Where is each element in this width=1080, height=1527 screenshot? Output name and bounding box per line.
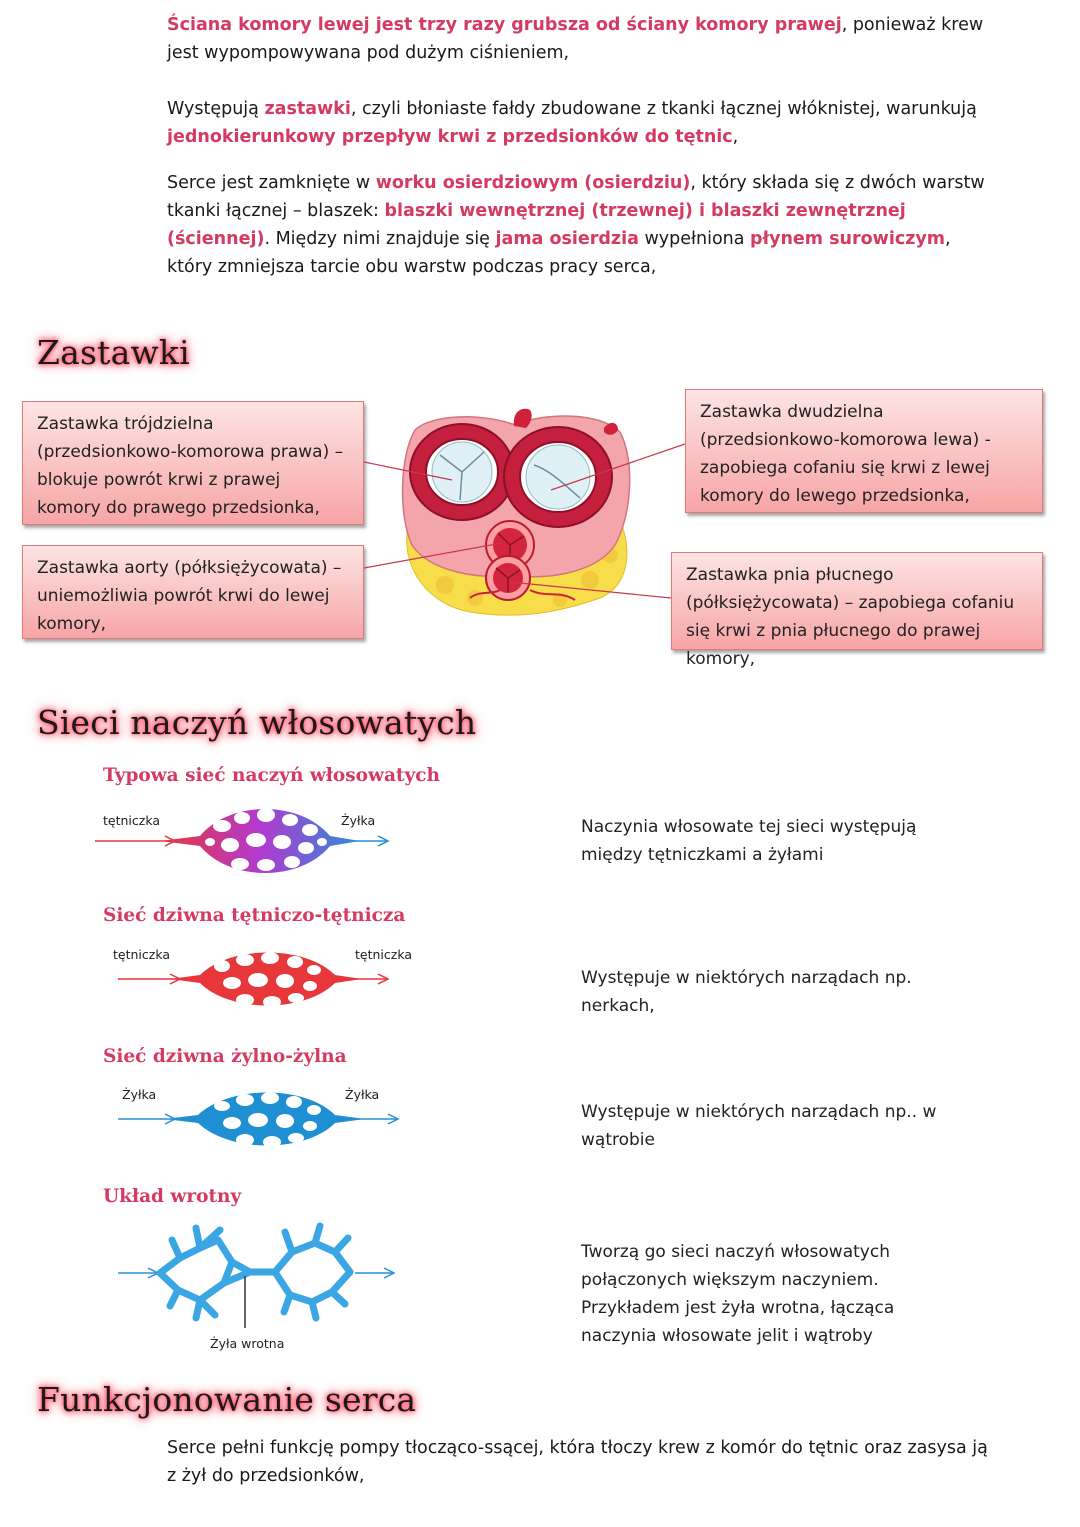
highlight-text: Ściana komory lewej jest trzy razy grubsza od ściany komory prawej bbox=[167, 15, 842, 35]
label-venule-right: Żyłka bbox=[345, 1087, 380, 1102]
highlight-text: blaszki wewnętrznej (trzewnej) i blaszki zewnętrznej (ściennej) bbox=[167, 201, 906, 249]
label-arteriole: tętniczka bbox=[103, 813, 161, 828]
callout-aortic-valve: Zastawka aorty (półksiężycowata) – uniemożliwia powrót krwi do lewej komory, bbox=[22, 545, 364, 639]
description-typical-network: Naczynia włosowate tej sieci występują między tętniczkami a żyłami bbox=[581, 817, 917, 865]
section-heading-capillaries: Sieci naczyń włosowatych bbox=[37, 703, 477, 742]
subheading-venous-network: Sieć dziwna żylno-żylna bbox=[103, 1046, 347, 1067]
paragraph-text: , który składa się z dwóch warstw tkanki łącznej – blaszek: bbox=[167, 173, 985, 221]
description-venous-network: Występuje w niektórych narządach np.. w wątrobie bbox=[581, 1102, 937, 1150]
paragraph-text: , bbox=[732, 127, 739, 147]
highlight-text: worku osierdziowym (osierdziu) bbox=[375, 173, 691, 193]
description-portal-system: Tworzą go sieci naczyń włosowatych połączonych większym naczyniem. Przykładem jest żyła wrotna, łącząca naczynia włosowate jelit i wątroby bbox=[581, 1242, 895, 1346]
highlight-text: płynem surowiczym bbox=[750, 229, 946, 249]
section-heading-heart-function: Funkcjonowanie serca bbox=[37, 1380, 417, 1419]
label-arteriole-left: tętniczka bbox=[113, 947, 171, 962]
paragraph-text: , ponieważ krew jest wypompowywana pod dużym ciśnieniem, bbox=[167, 15, 984, 63]
section-heading-valves: Zastawki bbox=[37, 333, 190, 372]
paragraph-text: . Między nimi znajduje się bbox=[264, 229, 496, 249]
label-portal-vein: Żyła wrotna bbox=[210, 1336, 285, 1351]
paragraph-text: wypełniona bbox=[638, 229, 751, 249]
label-venule: Żyłka bbox=[341, 813, 376, 828]
callout-tricuspid-valve: Zastawka trójdzielna (przedsionkowo-komorowa prawa) – blokuje powrót krwi z prawej komory do prawego przedsionka, bbox=[22, 401, 364, 525]
paragraph-text: , czyli błoniaste fałdy zbudowane z tkanki łącznej włóknistej, warunkują bbox=[350, 99, 977, 119]
highlight-text: zastawki bbox=[264, 99, 351, 119]
subheading-arterial-network: Sieć dziwna tętniczo-tętnicza bbox=[103, 905, 406, 926]
description-arterial-network: Występuje w niektórych narządach np. nerkach, bbox=[581, 968, 912, 1016]
callout-pulmonary-valve: Zastawka pnia płucnego (półksiężycowata) – zapobiega cofaniu się krwi z pnia płucnego do prawej komory, bbox=[671, 552, 1043, 650]
paragraph-heart-function: Serce pełni funkcję pompy tłocząco-ssącej, która tłoczy krew z komór do tętnic oraz zasysa ją z żył do przedsionków, bbox=[167, 1438, 988, 1486]
callout-mitral-valve: Zastawka dwudzielna (przedsionkowo-komorowa lewa) - zapobiega cofaniu się krwi z lewej komory do lewego przedsionka, bbox=[685, 389, 1043, 513]
subheading-typical-network: Typowa sieć naczyń włosowatych bbox=[103, 765, 440, 786]
subheading-portal-system: Układ wrotny bbox=[103, 1186, 242, 1207]
label-arteriole-right: tętniczka bbox=[355, 947, 413, 962]
label-venule-left: Żyłka bbox=[122, 1087, 157, 1102]
paragraph-text: Występują bbox=[167, 99, 265, 119]
highlight-text: jednokierunkowy przepływ krwi z przedsionków do tętnic bbox=[167, 127, 733, 147]
highlight-text: jama osierdzia bbox=[495, 229, 639, 249]
paragraph-text: , który zmniejsza tarcie obu warstw podczas pracy serca, bbox=[167, 229, 951, 277]
paragraph-text: Serce jest zamknięte w bbox=[167, 173, 376, 193]
